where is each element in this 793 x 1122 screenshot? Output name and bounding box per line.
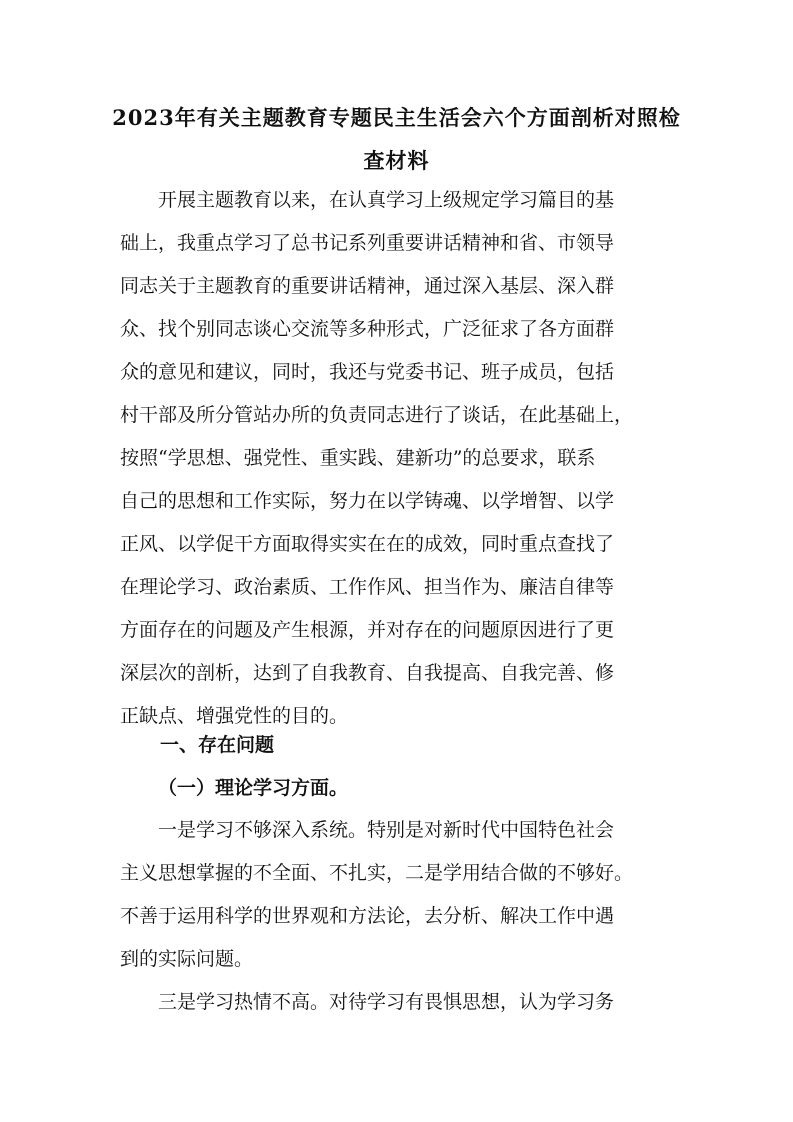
document-title-line-2: 查材料: [363, 148, 430, 173]
body-line: 到的实际问题。: [120, 948, 254, 970]
body-line: 一是学习不够深入系统。特别是对新时代中国特色社会: [158, 819, 615, 841]
intro-line: 深层次的剖析，达到了自我教育、自我提高、自我完善、修: [120, 662, 615, 684]
intro-line: 按照“学思想、强党性、重实践、建新功”的总要求，联系: [120, 447, 596, 469]
subsection-heading: （一）理论学习方面。: [158, 777, 349, 799]
intro-line: 众、找个别同志谈心交流等多种形式，广泛征求了各方面群: [120, 318, 615, 340]
body-line: 主义思想掌握的不全面、不扎实，二是学用结合做的不够好。: [120, 862, 634, 884]
intro-line: 村干部及所分管站办所的负责同志进行了谈话，在此基础上，: [120, 404, 634, 426]
document-title-line-1: 2023年有关主题教育专题民主生活会六个方面剖析对照检: [112, 105, 681, 130]
intro-line: 正缺点、增强党性的目的。: [120, 705, 349, 727]
intro-line: 在理论学习、政治素质、工作作风、担当作为、廉洁自律等: [120, 576, 615, 598]
intro-line: 自己的思想和工作实际，努力在以学铸魂、以学增智、以学: [120, 490, 615, 512]
intro-line: 开展主题教育以来，在认真学习上级规定学习篇目的基: [158, 189, 615, 211]
intro-line: 正风、以学促干方面取得实实在在的成效，同时重点查找了: [120, 533, 615, 555]
section-heading: 一、存在问题: [160, 734, 275, 756]
intro-line: 础上，我重点学习了总书记系列重要讲话精神和省、市领导: [120, 232, 615, 254]
body-line: 三是学习热情不高。对待学习有畏惧思想，认为学习务: [158, 991, 615, 1013]
intro-line: 同志关于主题教育的重要讲话精神，通过深入基层、深入群: [120, 275, 615, 297]
body-line: 不善于运用科学的世界观和方法论，去分析、解决工作中遇: [120, 905, 615, 927]
intro-line: 方面存在的问题及产生根源，并对存在的问题原因进行了更: [120, 619, 615, 641]
intro-line: 众的意见和建议，同时，我还与党委书记、班子成员，包括: [120, 361, 615, 383]
